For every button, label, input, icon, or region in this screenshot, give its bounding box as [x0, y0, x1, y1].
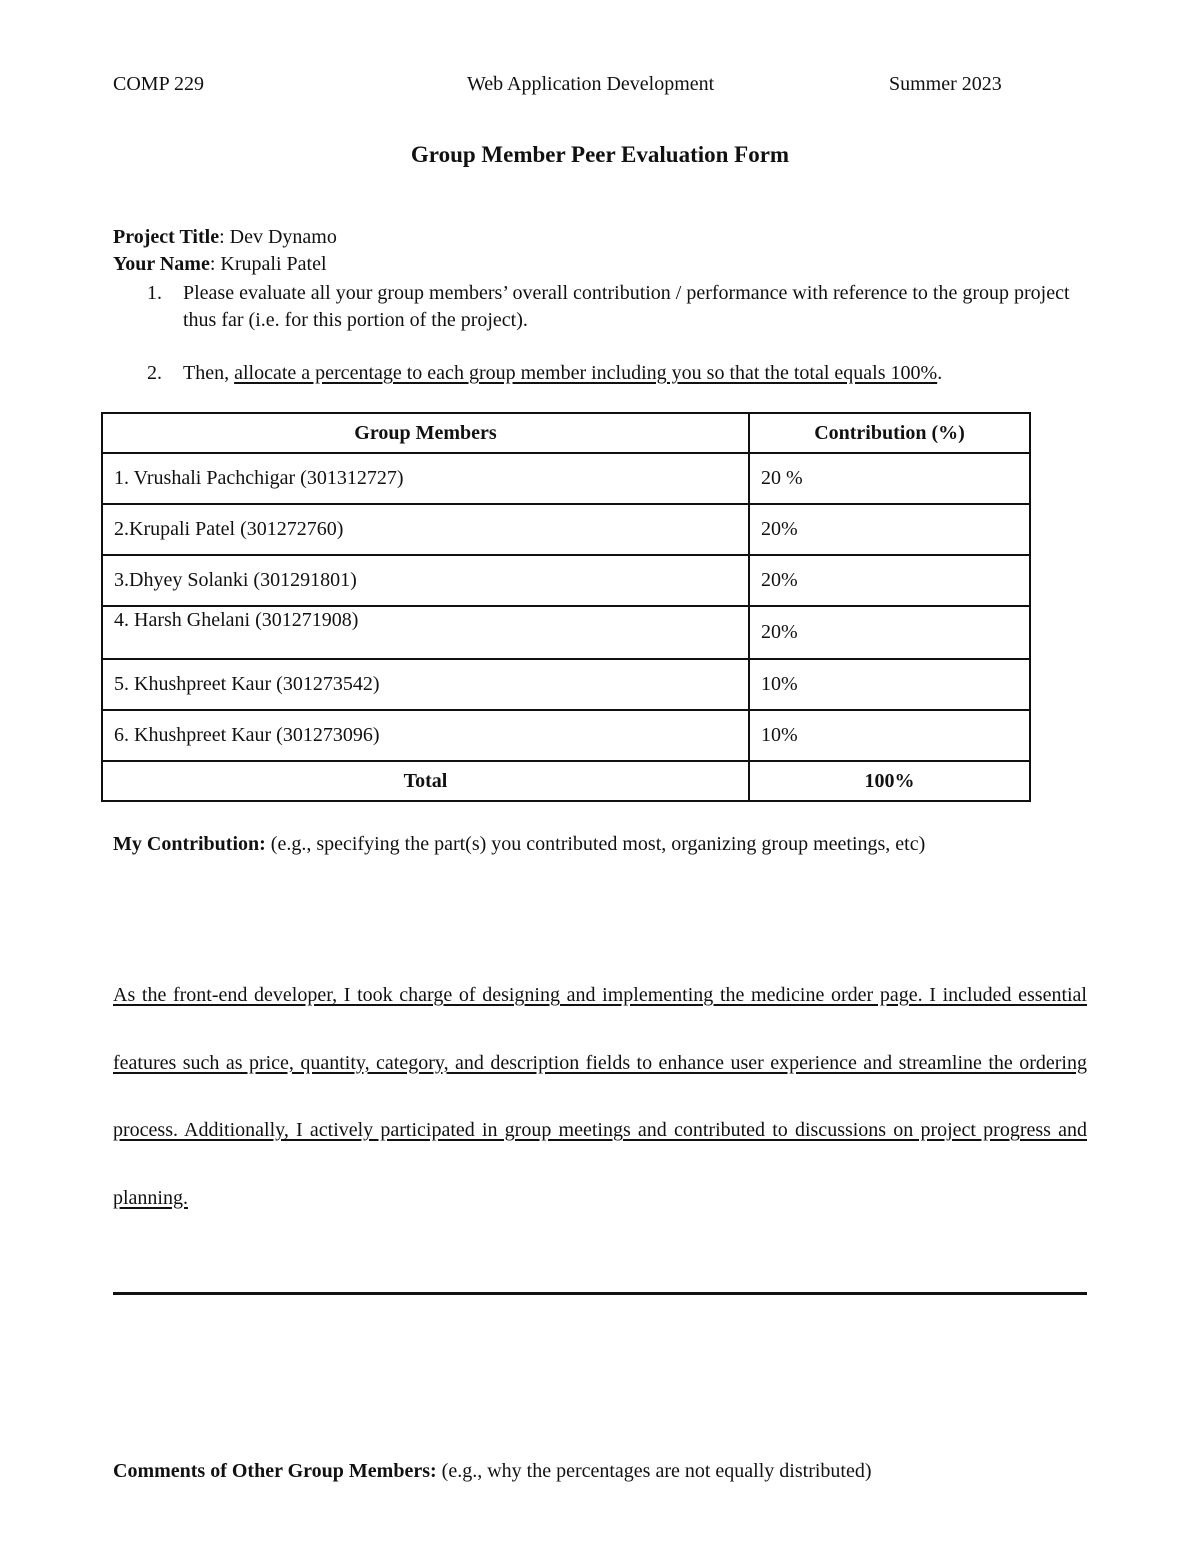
project-title-line	[113, 226, 337, 249]
table-row	[102, 504, 1030, 555]
total-value: 100%	[749, 761, 1030, 801]
table-row	[102, 606, 1030, 659]
my-contribution-text: As the front-end developer, I took charge of designing and implementing the medicine order page. I included essential features such as price, quantity, category, and description fields to enhance user experience and streamline the ordering process. Additionally, I actively participated in group meetings and contributed to discussions on project progress and planning.	[113, 984, 1087, 1209]
member-contribution: 20%	[749, 504, 1030, 555]
member-name: 2.Krupali Patel (301272760)	[102, 504, 749, 555]
member-contribution: 10%	[749, 659, 1030, 710]
your-name-line	[113, 253, 327, 276]
comments-hint: (e.g., why the percentages are not equally distributed)	[436, 1460, 872, 1482]
table-row	[102, 710, 1030, 761]
project-title-label: Project Title	[113, 226, 220, 248]
form-title: Group Member Peer Evaluation Form	[410, 142, 790, 167]
member-contribution: 20%	[749, 555, 1030, 606]
my-contribution-label: My Contribution:	[113, 833, 266, 855]
project-title-value: : Dev Dynamo	[219, 226, 337, 248]
member-name: 6. Khushpreet Kaur (301273096)	[102, 710, 749, 761]
table-row	[102, 659, 1030, 710]
member-name: 4. Harsh Ghelani (301271908)	[102, 606, 749, 659]
table-header-row	[102, 413, 1030, 453]
divider-line	[113, 1292, 1087, 1295]
table-row	[102, 453, 1030, 504]
member-name: 5. Khushpreet Kaur (301273542)	[102, 659, 749, 710]
member-contribution: 20%	[749, 606, 1030, 659]
evaluation-table	[101, 412, 1031, 802]
instruction-2-lead: Then,	[183, 362, 235, 384]
instruction-2-text	[183, 360, 1103, 387]
my-contribution-hint: (e.g., specifying the part(s) you contributed most, organizing group meetings, etc)	[265, 833, 926, 855]
course-term: Summer 2023	[889, 73, 1002, 95]
member-name: 1. Vrushali Pachchigar (301312727)	[102, 453, 749, 504]
comments-label: Comments of Other Group Members:	[113, 1460, 437, 1482]
instruction-2-underlined: allocate a percentage to each group member including you so that the total equals 100%	[234, 362, 938, 384]
table-row	[102, 555, 1030, 606]
your-name-label: Your Name	[113, 253, 210, 275]
comments-heading	[113, 1460, 872, 1483]
instruction-2-tail: .	[937, 362, 943, 384]
instruction-2-number: 2.	[147, 362, 162, 384]
header-contribution: Contribution (%)	[749, 413, 1030, 453]
your-name-value: : Krupali Patel	[209, 253, 327, 275]
my-contribution-heading	[113, 833, 925, 856]
course-subject: Web Application Development	[467, 73, 715, 95]
table-total-row	[102, 761, 1030, 801]
course-code: COMP 229	[113, 73, 204, 95]
header-group-members: Group Members	[102, 413, 749, 453]
member-contribution: 20 %	[749, 453, 1030, 504]
member-contribution: 10%	[749, 710, 1030, 761]
instruction-1-number: 1.	[147, 282, 162, 304]
member-name: 3.Dhyey Solanki (301291801)	[102, 555, 749, 606]
instruction-1-text: Please evaluate all your group members’ overall contribution / performance with reference to the group project thus far (i.e. for this portion of the project).	[183, 282, 1070, 331]
total-label: Total	[102, 761, 749, 801]
